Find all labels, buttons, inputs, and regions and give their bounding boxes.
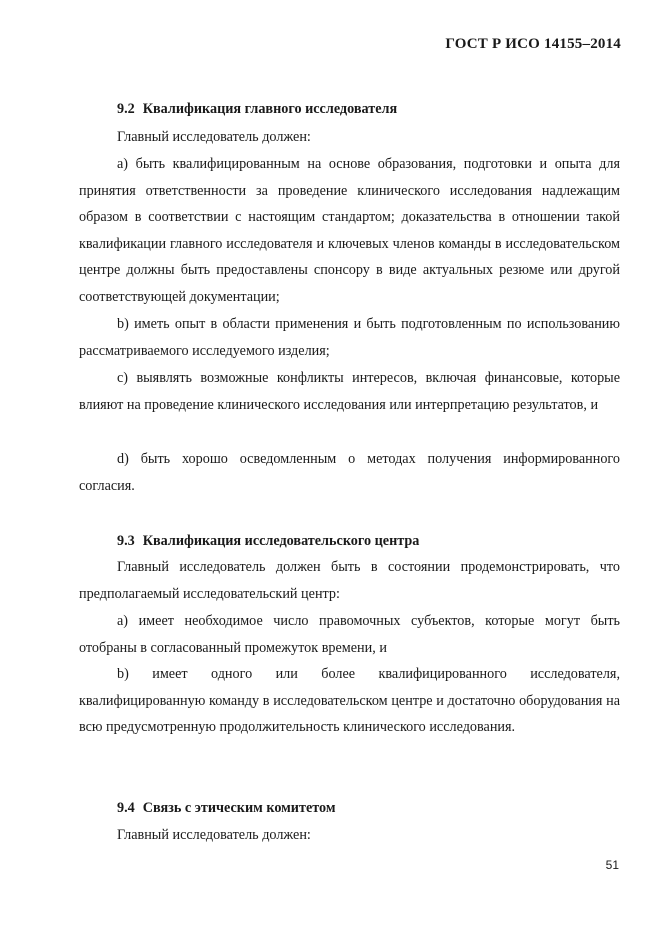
section-title: Квалификация исследовательского центра [142,533,420,549]
section-heading-9-3 [117,533,419,550]
paragraph-9-2-d: d) быть хорошо осведомленным о методах получения информированного согласия. [79,451,620,494]
section-title: Связь с этическим комитетом [142,800,336,816]
paragraph-9-3-intro: Главный исследователь должен быть в состоянии продемонстрировать, что предполагаемый исследовательский центр: [79,559,620,602]
paragraph-9-3-a: а) имеет необходимое число правомочных субъектов, которые могут быть отобраны в согласованный промежуток времени, и [79,613,620,656]
standard-designation: ГОСТ Р ИСО 14155–2014 [445,36,621,52]
page-number: 51 [605,858,619,872]
section-number: 9.3 [117,533,135,549]
section-heading-9-2 [117,101,397,118]
paragraph-9-2-intro: Главный исследователь должен: [117,129,311,145]
paragraph-9-2-b: b) иметь опыт в области применения и быть подготовленным по использованию рассматриваемого исследуемого изделия; [79,316,620,359]
paragraph-9-2-a: а) быть квалифицированным на основе образования, подготовки и опыта для принятия ответственности за проведение клинического исследования надлежащим образом в соответствии с настоящим стандартом; доказательства в отношении такой квалификации главного исследователя и ключевых членов команды в исследовательском центре должны быть предоставлены спонсору в виде актуальных резюме или другой соответствующей документации; [79,156,620,305]
section-heading-9-4 [117,800,336,817]
section-title: Квалификация главного исследователя [142,101,398,117]
paragraph-9-3-b: b) имеет одного или более квалифицированного исследователя, квалифицированную команду в исследовательском центре и достаточно оборудования на всю предусмотренную продолжительность клинического исследования. [79,666,620,736]
paragraph-9-4-intro: Главный исследователь должен: [117,827,311,843]
section-number: 9.2 [117,101,135,117]
paragraph-9-2-c: c) выявлять возможные конфликты интересов, включая финансовые, которые влияют на проведение клинического исследования или интерпретацию результатов, и [79,370,620,413]
section-number: 9.4 [117,800,135,816]
